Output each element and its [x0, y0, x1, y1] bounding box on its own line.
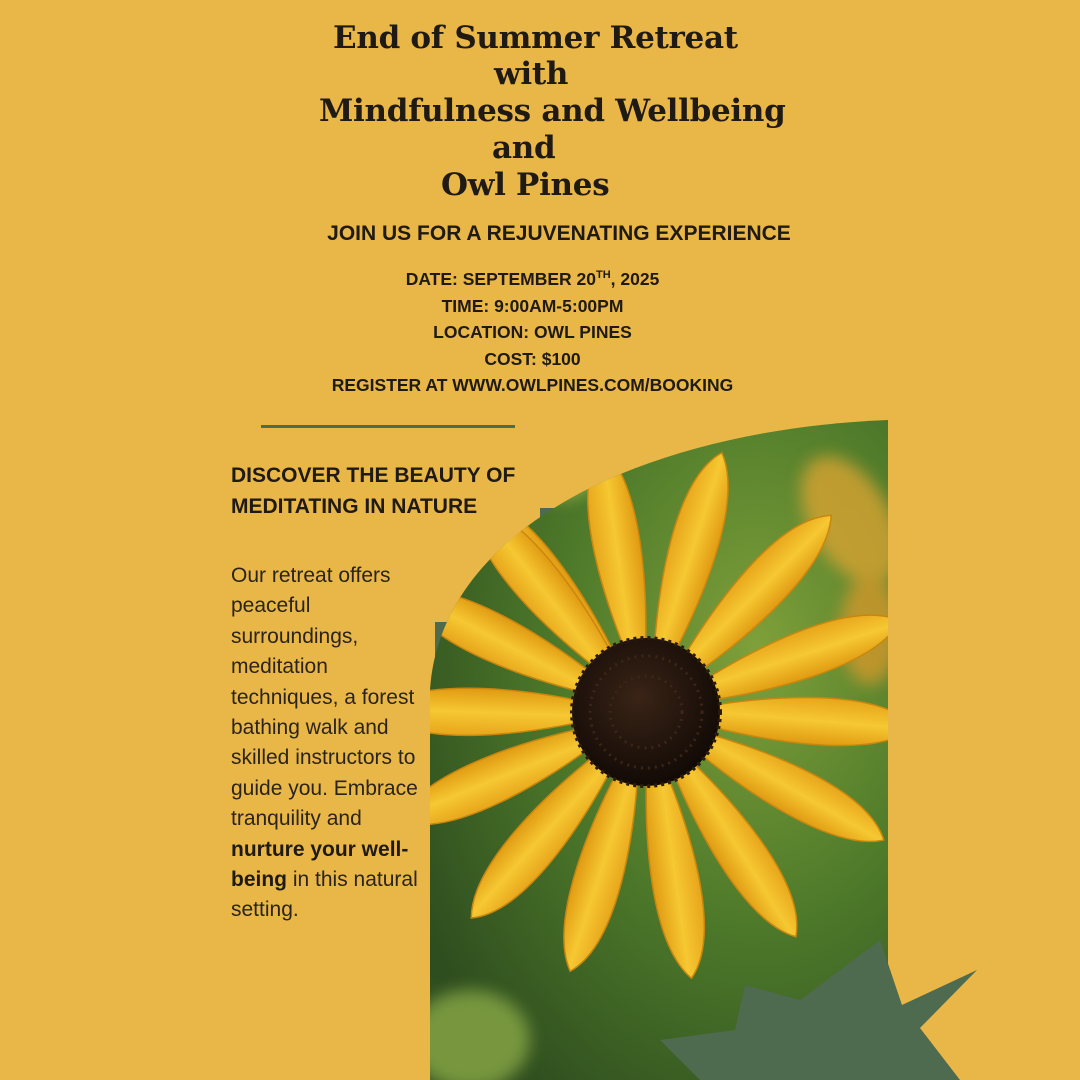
section-body: Our retreat offers peaceful surroundings, meditation techniques, a forest bathing walk and skilled instructors to guide you. Embrace tranquility and nurture your well-being in this natural setting.: [231, 564, 418, 922]
title-line-3: Mindfulness and Wellbeing: [319, 93, 786, 129]
section-heading: DISCOVER THE BEAUTY OF MEDITATING IN NATURE: [231, 464, 516, 518]
event-date: DATE: SEPTEMBER 20TH, 2025: [405, 269, 660, 289]
tagline: JOIN US FOR A REJUVENATING EXPERIENCE: [327, 222, 791, 245]
event-time: TIME: 9:00AM-5:00PM: [441, 295, 624, 316]
event-cost: COST: $100: [484, 348, 581, 369]
title-line-2: with: [494, 56, 569, 92]
title-line-4: and: [492, 130, 556, 166]
title-line-5: Owl Pines: [441, 167, 610, 203]
body-emphasis: nurture your well-being: [231, 837, 409, 892]
title-line-1: End of Summer Retreat: [333, 20, 738, 56]
event-register[interactable]: REGISTER AT WWW.OWLPINES.COM/BOOKING: [331, 375, 734, 395]
event-location: LOCATION: OWL PINES: [433, 322, 632, 342]
